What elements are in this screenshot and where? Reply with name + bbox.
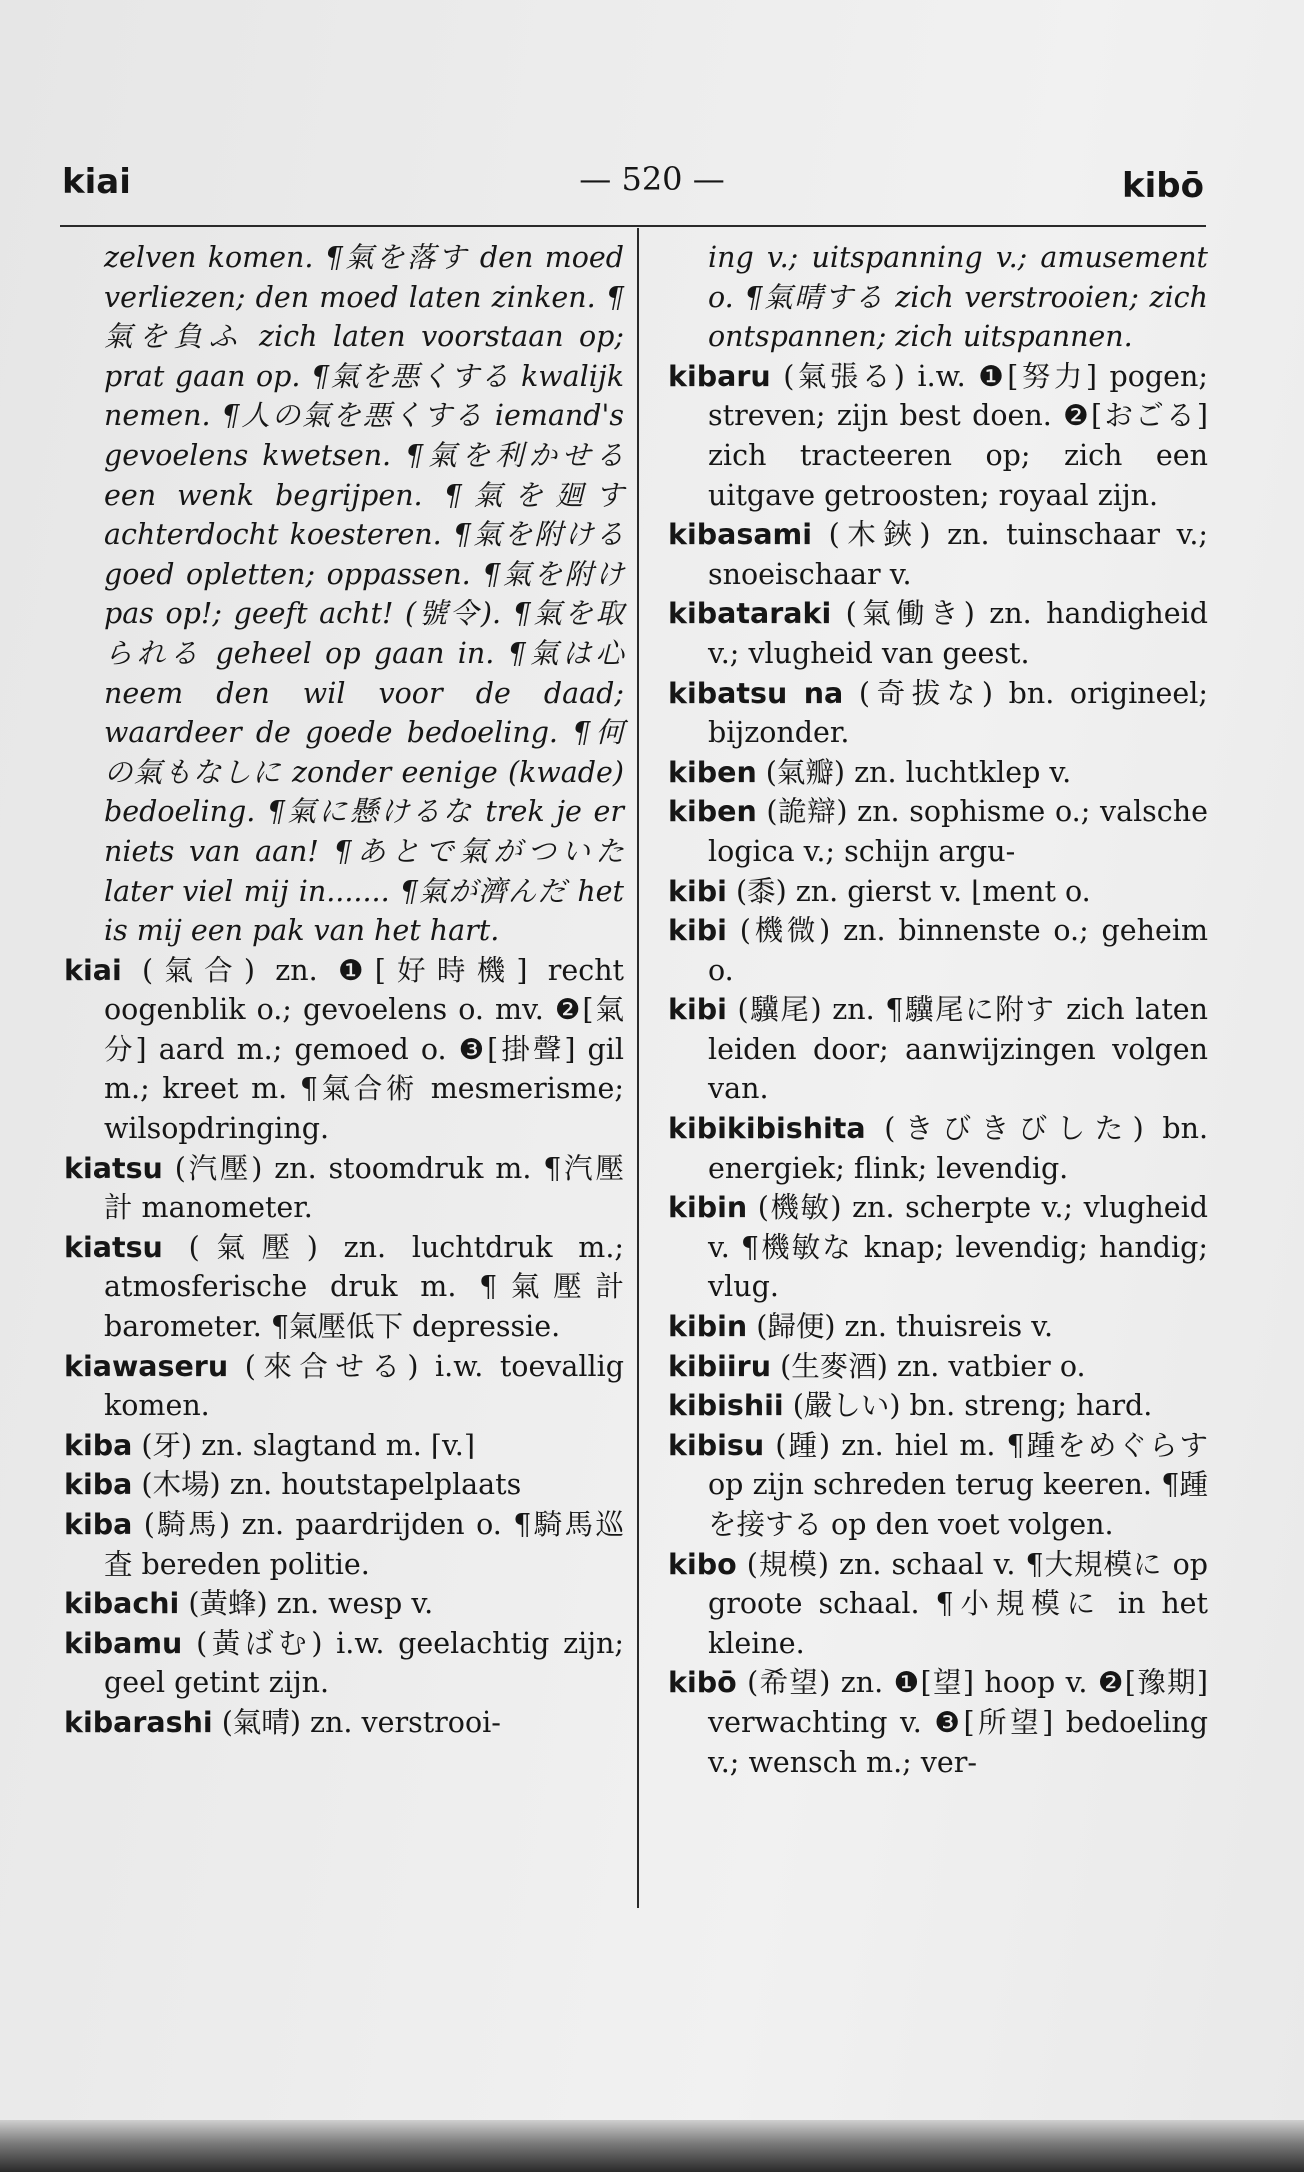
definition: (希望) zn. ❶[望] hoop v. ❷[豫期] verwachting v. ❸[所望] bedoeling v.; wensch m.; ver- [708,1666,1208,1779]
definition: (氣張る) i.w. ❶[努力] pogen; streven; zijn best doen. ❷[おごる] zich tracteeren op; zich een uitgave getroosten; royaal zijn. [708,359,1208,512]
definition: (木場) zn. houtstapelplaats [132,1468,522,1502]
definition: (きびきびした) bn. energiek; flink; levendig. [708,1112,1208,1185]
definition: (生麥酒) zn. vatbier o. [771,1349,1086,1383]
headword: kibamu [64,1626,183,1660]
headword: kibi [668,914,727,948]
page-number: — 520 — [579,160,725,198]
headword: kibatsu na [668,676,844,710]
definition: (黍) zn. gierst v. ⌊ment o. [726,874,1091,908]
definition: (氣瓣) zn. luchtklep v. [756,755,1072,789]
headword: kibikibishita [668,1112,866,1146]
headword: kibachi [64,1587,180,1621]
definition: (奇拔な) bn. origineel; bijzonder. [708,676,1208,750]
dictionary-entry [668,792,1208,871]
definition: (來合せる) i.w. toevallig komen. [104,1349,624,1423]
definition: (規模) zn. schaal v. ¶大規模に op groote schaal. ¶小規模に in het kleine. [708,1547,1208,1660]
dictionary-entry [64,1347,624,1426]
definition: (汽壓) zn. stoomdruk m. ¶汽壓計 manometer. [104,1151,624,1225]
dictionary-entry [668,1386,1208,1426]
right-entries [668,357,1208,1782]
right-guide-word: kibō [1122,166,1204,206]
headword: kiai [64,953,122,987]
headword: kibasami [668,518,813,552]
definition: (踵) zn. hiel m. ¶踵をめぐらす op zijn schreden terug keeren. ¶踵を接する op den voet volgen. [708,1428,1208,1541]
headword: kibi [668,874,727,908]
header-rule [60,225,1206,227]
headword: kibin [668,1191,748,1225]
dictionary-entry [668,753,1208,793]
right-column [668,238,1208,1782]
definition: (機敏) zn. scherpte v.; vlugheid v. ¶機敏な knap; levendig; handig; vlug. [708,1191,1208,1304]
column-divider [637,228,639,1908]
headword: kiba [64,1428,133,1462]
dictionary-entry [668,1663,1208,1782]
definition: (氣働き) zn. handigheid v.; vlugheid van geest. [708,597,1208,670]
dictionary-entry [64,1624,624,1703]
dictionary-entry [668,1307,1208,1347]
headword: kibishii [668,1389,784,1423]
definition: (騎馬) zn. paardrijden o. ¶騎馬巡査 bereden politie. [104,1508,624,1581]
headword: kibin [668,1310,748,1344]
headword: kibō [668,1666,737,1700]
dictionary-entry [668,674,1208,753]
headword: kibiiru [668,1349,772,1383]
headword: kibarashi [64,1705,213,1739]
dictionary-entry [668,911,1208,990]
dictionary-entry [668,1426,1208,1545]
dictionary-entry [64,1505,624,1584]
headword: kiawaseru [64,1349,229,1383]
dictionary-entry [64,951,624,1149]
headword: kibisu [668,1428,765,1462]
page-header [0,158,1304,208]
headword: kibataraki [668,597,832,631]
dictionary-entry [668,1188,1208,1307]
headword: kibo [668,1547,737,1581]
definition: (歸便) zn. thuisreis v. [747,1310,1054,1344]
headword: kiba [64,1468,133,1502]
definition: (嚴しい) bn. streng; hard. [783,1389,1153,1423]
headword: kiatsu [64,1151,163,1185]
book-edge [0,2120,1304,2172]
definition: (驥尾) zn. ¶驥尾に附す zich laten leiden door; aanwijzingen volgen van. [708,993,1208,1106]
definition: (詭辯) zn. sophisme o.; valsche logica v.; schijn argu- [708,795,1208,868]
dictionary-entry [64,1703,624,1743]
headword: kibaru [668,359,771,393]
dictionary-entry [668,872,1208,912]
dictionary-entry [64,1465,624,1505]
dictionary-entry [64,1426,624,1466]
definition: (木鋏) zn. tuinschaar v.; snoeischaar v. [708,518,1208,591]
definition: (氣合) zn. ❶[好時機] recht oogenblik o.; gevoelens o. mv. ❷[氣分] aard m.; gemoed o. ❸[掛聲] gil m.; kreet m. ¶氣合術 mesmerisme; wilsopdringing. [104,953,624,1146]
definition: (機微) zn. binnenste o.; geheim o. [708,914,1208,987]
dictionary-entry [64,1149,624,1228]
dictionary-entry [668,1545,1208,1664]
left-column [64,238,624,1743]
dictionary-entry [668,357,1208,515]
headword: kiben [668,755,757,789]
dictionary-entry [668,515,1208,594]
headword: kiben [668,795,757,829]
entry-continuation: zelven komen. ¶氣を落す den moed verliezen; den moed laten zinken. ¶氣を負ふ zich laten voorstaan op; prat gaan op. ¶氣を悪くする kwalijk nemen. ¶人の氣を悪くする iemand's gevoelens kwetsen. ¶氣を利かせる een wenk begrijpen. ¶氣を廻す achterdocht koesteren. ¶氣を附ける goed opletten; oppassen. ¶氣を附け pas op!; geeft acht! (號令). ¶氣を取られる geheel op gaan in. ¶氣は心 neem den wil voor de daad; waardeer de goede bedoeling. ¶何の氣もなしに zonder eenige (kwade) bedoeling. ¶氣に懸けるな trek je er niets van aan! ¶あとで氣がついた later viel mij in....... ¶氣が濟んだ het is mij een pak van het hart. [104,241,624,948]
dictionary-entry [668,1109,1208,1188]
dictionary-entry [668,594,1208,673]
dictionary-entry [64,1584,624,1624]
definition: (牙) zn. slagtand m. ⌈v.⌉ [132,1428,475,1462]
left-guide-word: kiai [62,162,131,202]
dictionary-entry [64,1228,624,1347]
headword: kiba [64,1508,133,1541]
left-entries [64,951,624,1743]
dictionary-entry [668,990,1208,1109]
dictionary-entry [668,1347,1208,1387]
headword: kibi [668,993,727,1027]
definition: (氣壓) zn. luchtdruk m.; atmosferische druk m. ¶氣壓計 barometer. ¶氣壓低下 depressie. [104,1230,624,1344]
entry-continuation: ing v.; uitspanning v.; amusement o. ¶氣晴する zich verstrooien; zich ontspannen; zich uitspannen. [708,241,1208,354]
headword: kiatsu [64,1230,163,1264]
definition: (黃蜂) zn. wesp v. [179,1587,434,1621]
definition: (黃ばむ) i.w. geelachtig zijn; geel getint zijn. [104,1626,624,1700]
definition: (氣晴) zn. verstrooi- [212,1705,501,1739]
